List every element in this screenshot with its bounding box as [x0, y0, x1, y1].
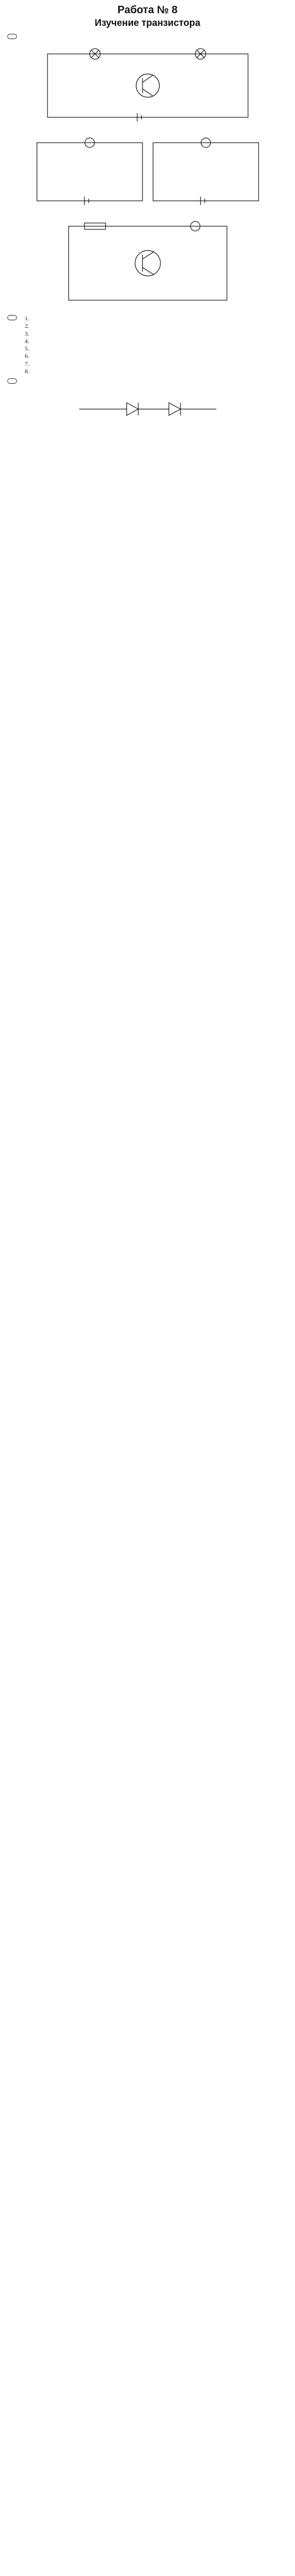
sample-list	[21, 315, 288, 375]
circuit-wire	[47, 54, 248, 117]
page-title: Работа № 8	[117, 4, 178, 16]
circuit-wire	[37, 143, 142, 201]
circuit-diagram-2	[26, 132, 269, 211]
page-subtitle: Изучение транзистора	[94, 17, 201, 28]
control-label	[7, 378, 17, 384]
sample-label	[7, 315, 17, 320]
list-item	[31, 322, 288, 330]
list-item	[31, 368, 288, 375]
transistor-icon	[142, 252, 154, 259]
transistor-icon	[136, 74, 159, 97]
sample-row	[7, 315, 288, 375]
transistor-icon	[142, 75, 153, 82]
list-item	[31, 338, 288, 345]
circuit-diagram-4	[69, 388, 227, 430]
transistor-icon	[142, 89, 153, 96]
problem-row	[7, 34, 288, 39]
circuit-wire	[69, 226, 227, 300]
transistor-icon	[135, 251, 160, 276]
list-item	[31, 353, 288, 360]
diode-icon	[127, 403, 138, 415]
circuit-wire	[153, 143, 259, 201]
list-item	[31, 330, 288, 338]
circuit-diagram-1	[37, 43, 259, 128]
list-item	[31, 345, 288, 353]
circuit-diagram-3	[53, 216, 243, 311]
list-item	[31, 315, 288, 322]
list-item	[31, 360, 288, 368]
transistor-icon	[142, 267, 154, 275]
control-row	[7, 378, 288, 384]
diode-icon	[169, 403, 180, 415]
problem-label	[7, 34, 17, 39]
